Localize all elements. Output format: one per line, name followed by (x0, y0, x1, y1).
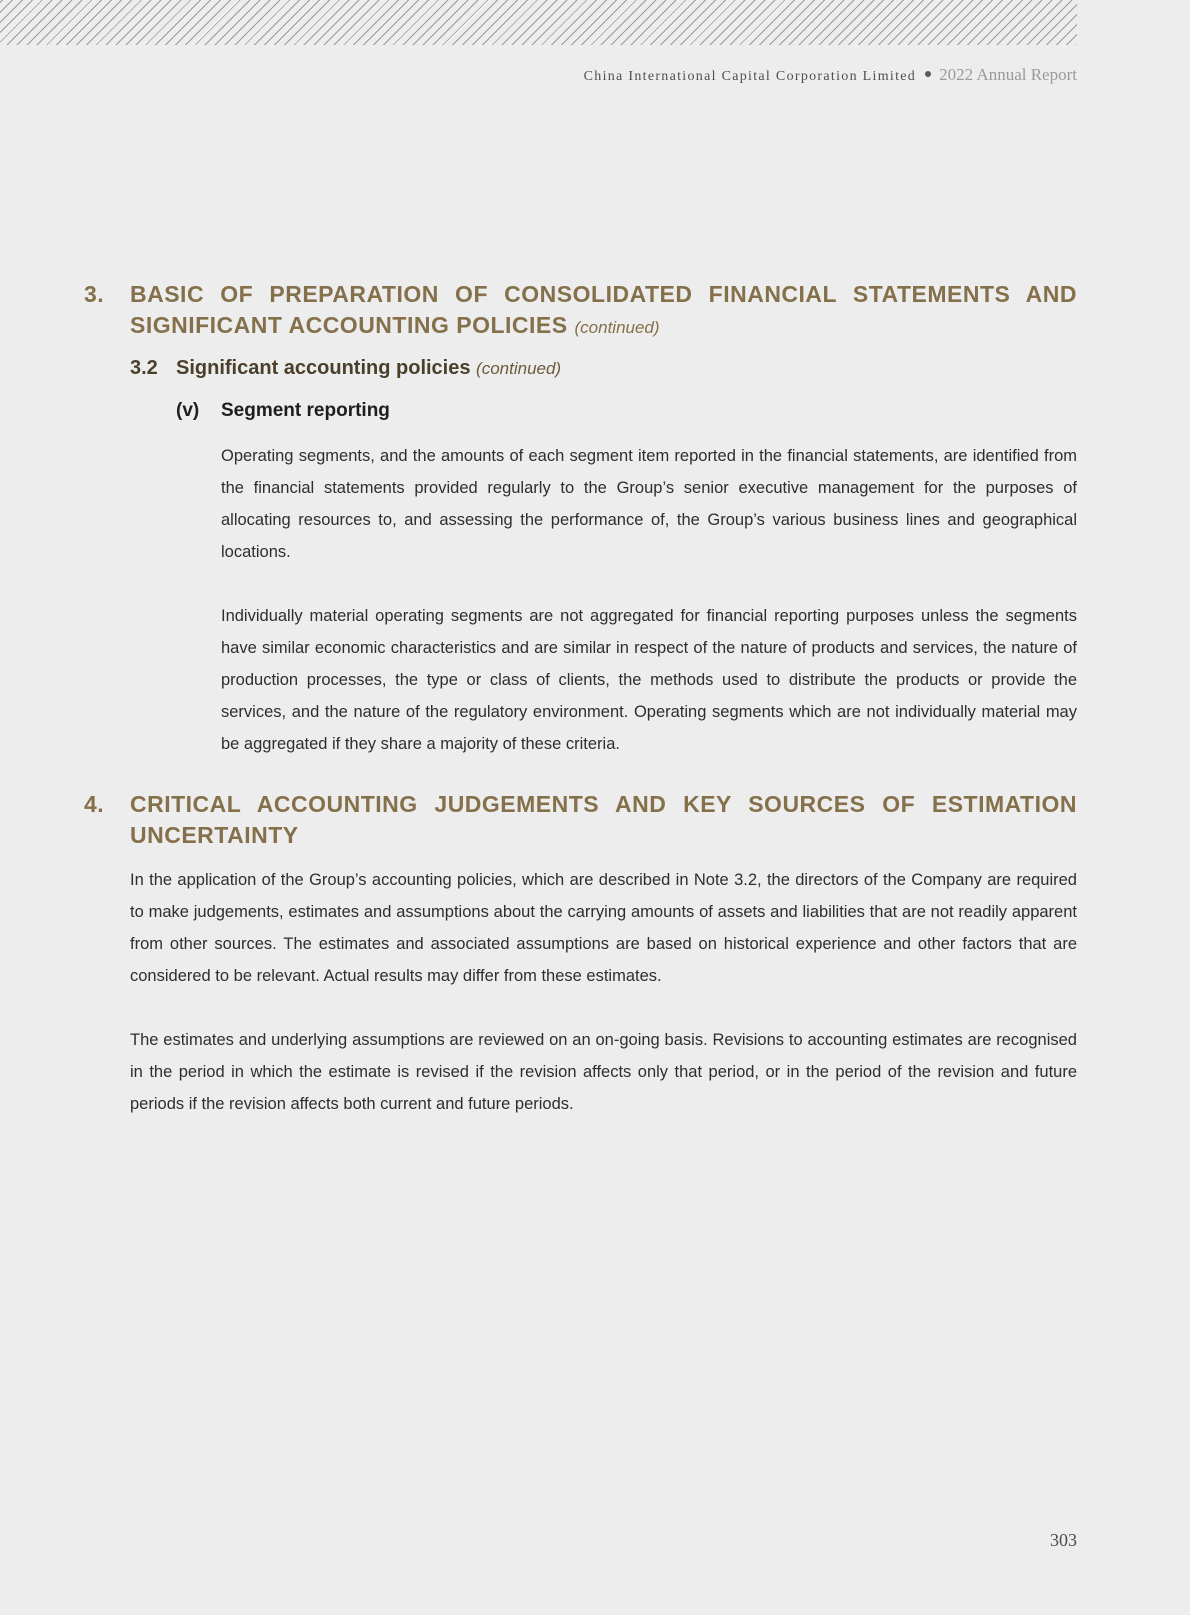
header-bullet-icon (925, 71, 931, 77)
section-4-paragraph-2: The estimates and underlying assumptions are reviewed on an on-going basis. Revisions to accounting estimates are recognised in the period in which the estimate is revised if the revision affects only that period, or in the period of the revision and future periods if the revision affects both current and future periods. (130, 1031, 1077, 1113)
item-v-heading (176, 398, 1076, 424)
subsection-continued: (continued) (476, 359, 562, 378)
section-3-continued: (continued) (574, 318, 660, 337)
running-header (584, 64, 1077, 88)
section-3-title: BASIC OF PREPARATION OF CONSOLIDATED FINANCIAL STATEMENTS AND SIGNIFICANT ACCOUNTING POLICIES (130, 281, 1077, 338)
section-4-number: 4. (84, 791, 105, 817)
header-report-title: 2022 Annual Report (939, 65, 1077, 84)
subsection-number: 3.2 (130, 357, 158, 379)
section-4-paragraph-1: In the application of the Group’s accounting policies, which are described in Note 3.2, the directors of the Company are required to make judgements, estimates and assumptions about the carrying amounts of assets and liabilities that are not readily apparent from other sources. The estimates and associated assumptions are based on historical experience and other factors that are considered to be relevant. Actual results may differ from these estimates. (130, 871, 1077, 985)
item-title: Segment reporting (221, 400, 390, 421)
subsection-3-2-heading (130, 354, 1077, 383)
segment-reporting-paragraph-2: Individually material operating segments are not aggregated for financial reporting purposes unless the segments have similar economic characteristics and are similar in respect of the nature of products and services, the nature of production processes, the type or class of clients, the methods used to distribute the products or provide the services, and the nature of the regulatory environment. Operating segments which are not individually material may be aggregated if they share a majority of these criteria. (221, 607, 1077, 753)
page-number: 303 (1050, 1530, 1077, 1550)
subsection-title: Significant accounting policies (176, 357, 471, 379)
header-company-name: China International Capital Corporation Limited (583, 69, 917, 84)
segment-reporting-paragraph-1: Operating segments, and the amounts of each segment item reported in the financial statements, are identified from the financial statements provided regularly to the Group’s senior executive management for the purposes of allocating resources to, and assessing the performance of, the Group’s various business lines and geographical locations. (221, 447, 1077, 561)
item-number: (v) (176, 400, 200, 421)
section-3-number: 3. (84, 281, 105, 307)
section-4-title: CRITICAL ACCOUNTING JUDGEMENTS AND KEY SOURCES OF ESTIMATION UNCERTAINTY (130, 791, 1077, 848)
decorative-hatch-band (0, 0, 1077, 45)
